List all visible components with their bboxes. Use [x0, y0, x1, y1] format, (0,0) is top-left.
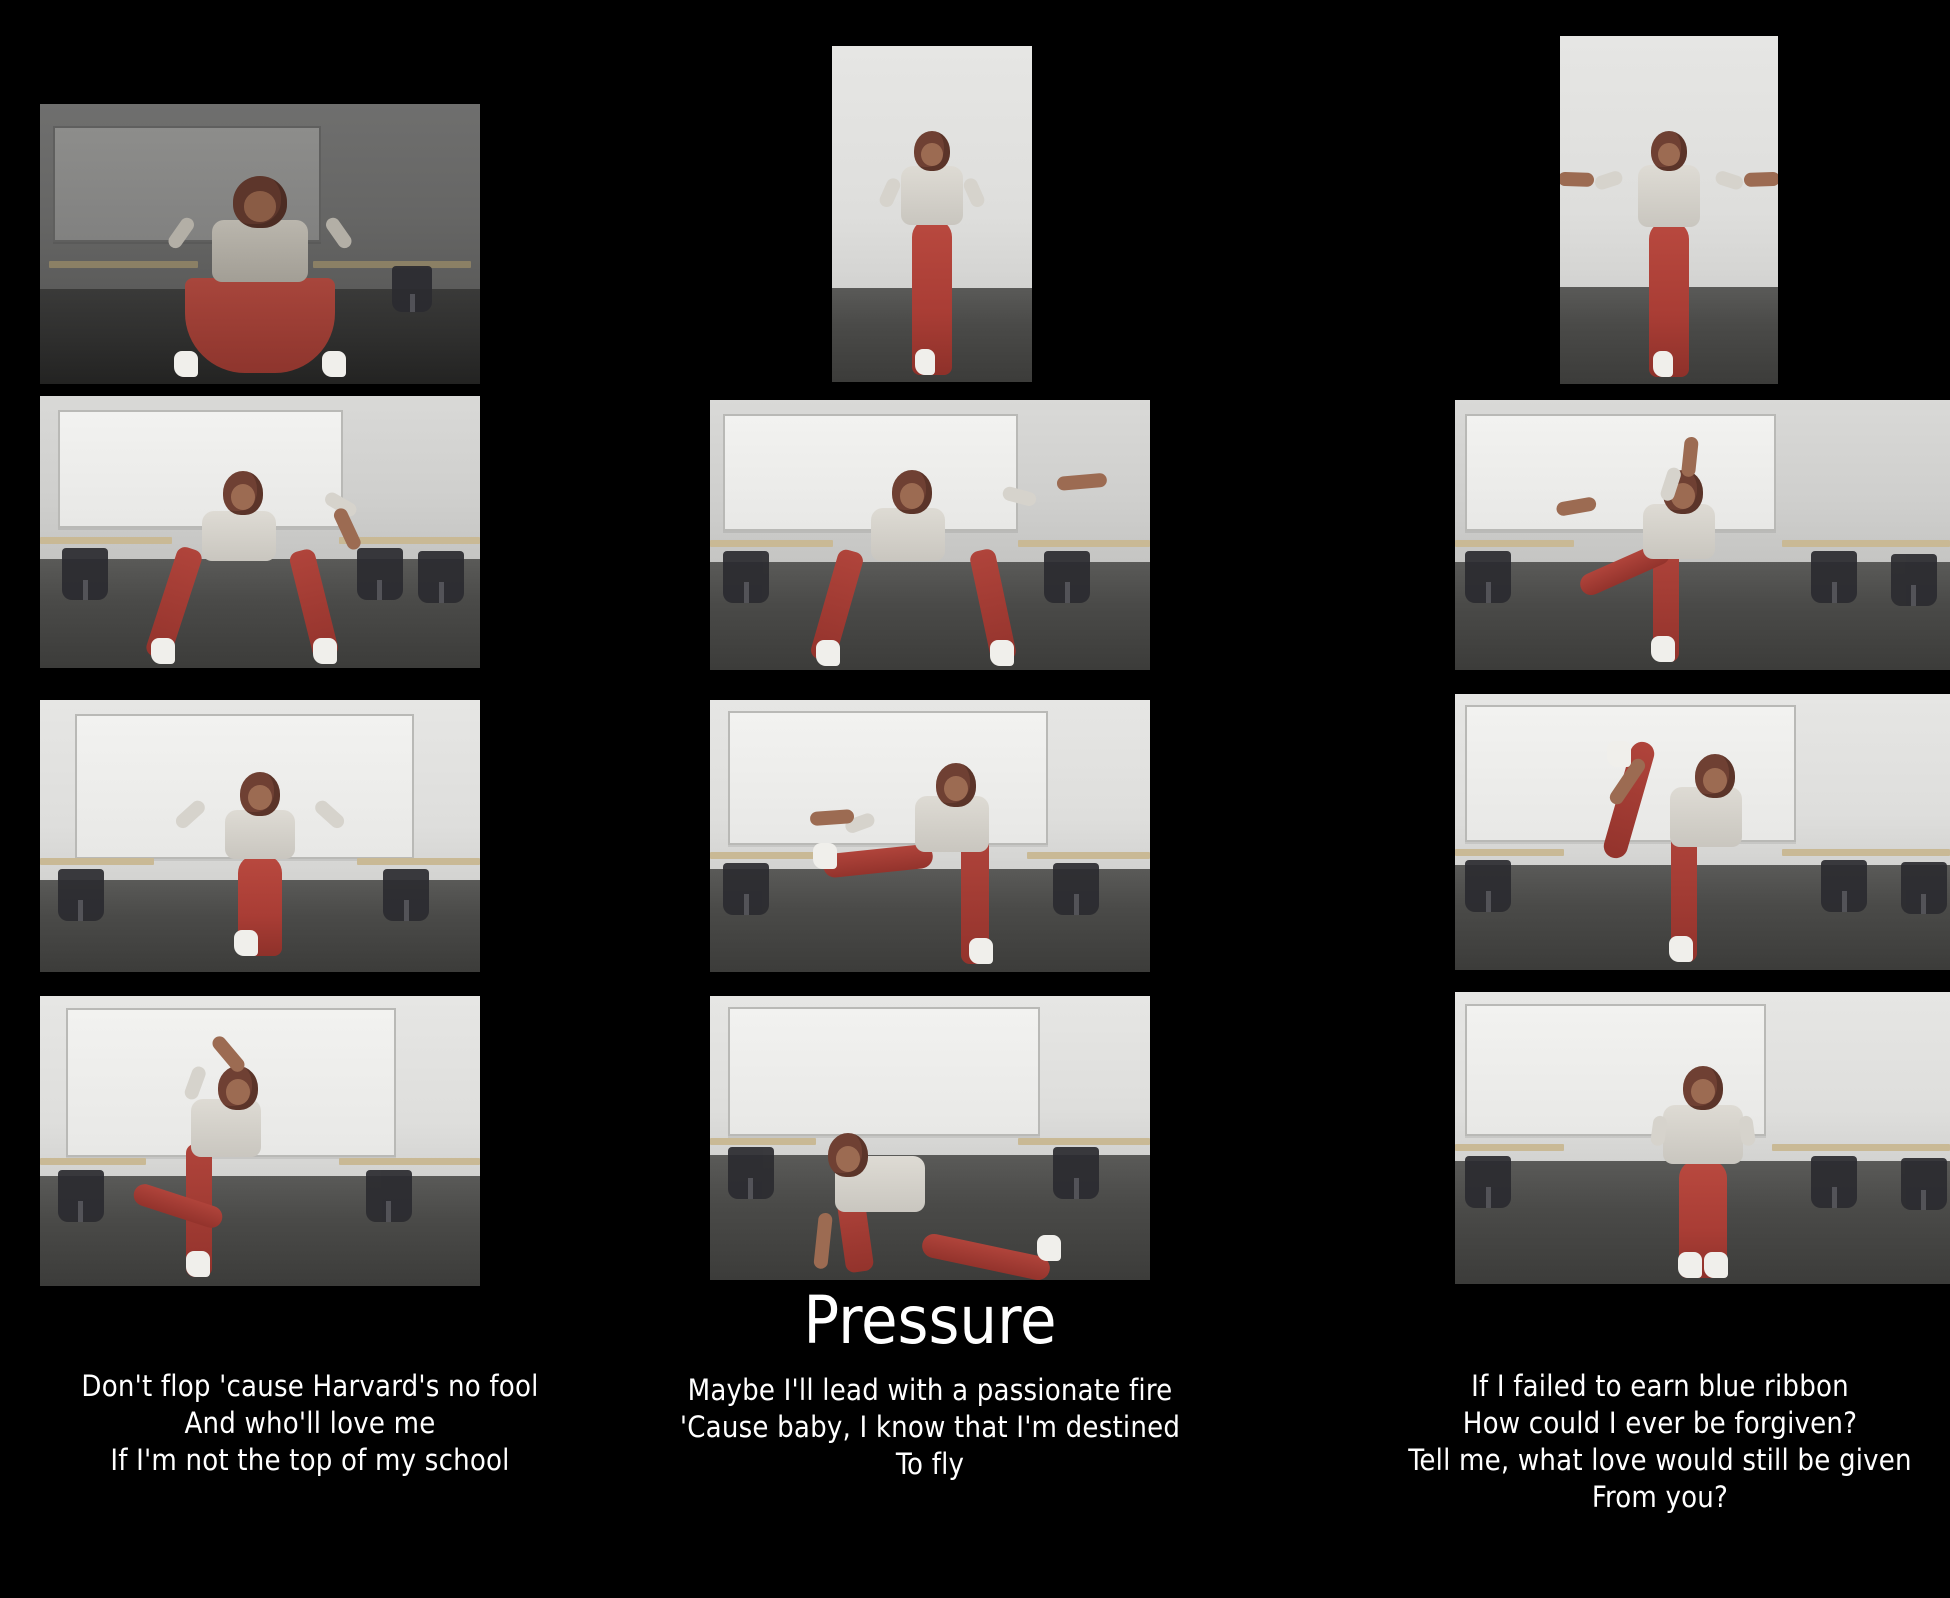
caption-center-line-1: Maybe I'll lead with a passionate fire — [687, 1373, 1173, 1407]
caption-left-line-1: Don't flop 'cause Harvard's no fool — [81, 1369, 539, 1403]
photo-right-1 — [1560, 36, 1778, 384]
caption-right-line-1: If I failed to earn blue ribbon — [1471, 1369, 1849, 1403]
poster-title: Pressure — [803, 1282, 1057, 1359]
photo-center-1 — [832, 46, 1032, 382]
photo-left-2 — [40, 396, 480, 668]
caption-right-line-3: Tell me, what love would still be given — [1408, 1443, 1912, 1478]
photo-left-4 — [40, 996, 480, 1286]
caption-center-line-3: To fly — [895, 1447, 965, 1482]
photo-right-3 — [1455, 694, 1950, 970]
photo-left-3 — [40, 700, 480, 972]
photo-center-3 — [710, 700, 1150, 972]
caption-left — [0, 1368, 620, 1479]
photo-left-1 — [40, 104, 480, 384]
caption-left-line-2: And who'll love me — [184, 1406, 436, 1441]
photo-center-4 — [710, 996, 1150, 1280]
caption-center-line-2: 'Cause baby, I know that I'm destined — [679, 1410, 1181, 1445]
caption-right — [1370, 1368, 1950, 1516]
caption-left-line-3: If I'm not the top of my school — [110, 1443, 510, 1478]
caption-right-line-2: How could I ever be forgiven? — [1462, 1406, 1858, 1441]
caption-right-line-4: From you? — [1591, 1480, 1729, 1515]
caption-center — [640, 1372, 1220, 1483]
photo-right-4 — [1455, 992, 1950, 1284]
photo-center-2 — [710, 400, 1150, 670]
photo-right-2 — [1455, 400, 1950, 670]
